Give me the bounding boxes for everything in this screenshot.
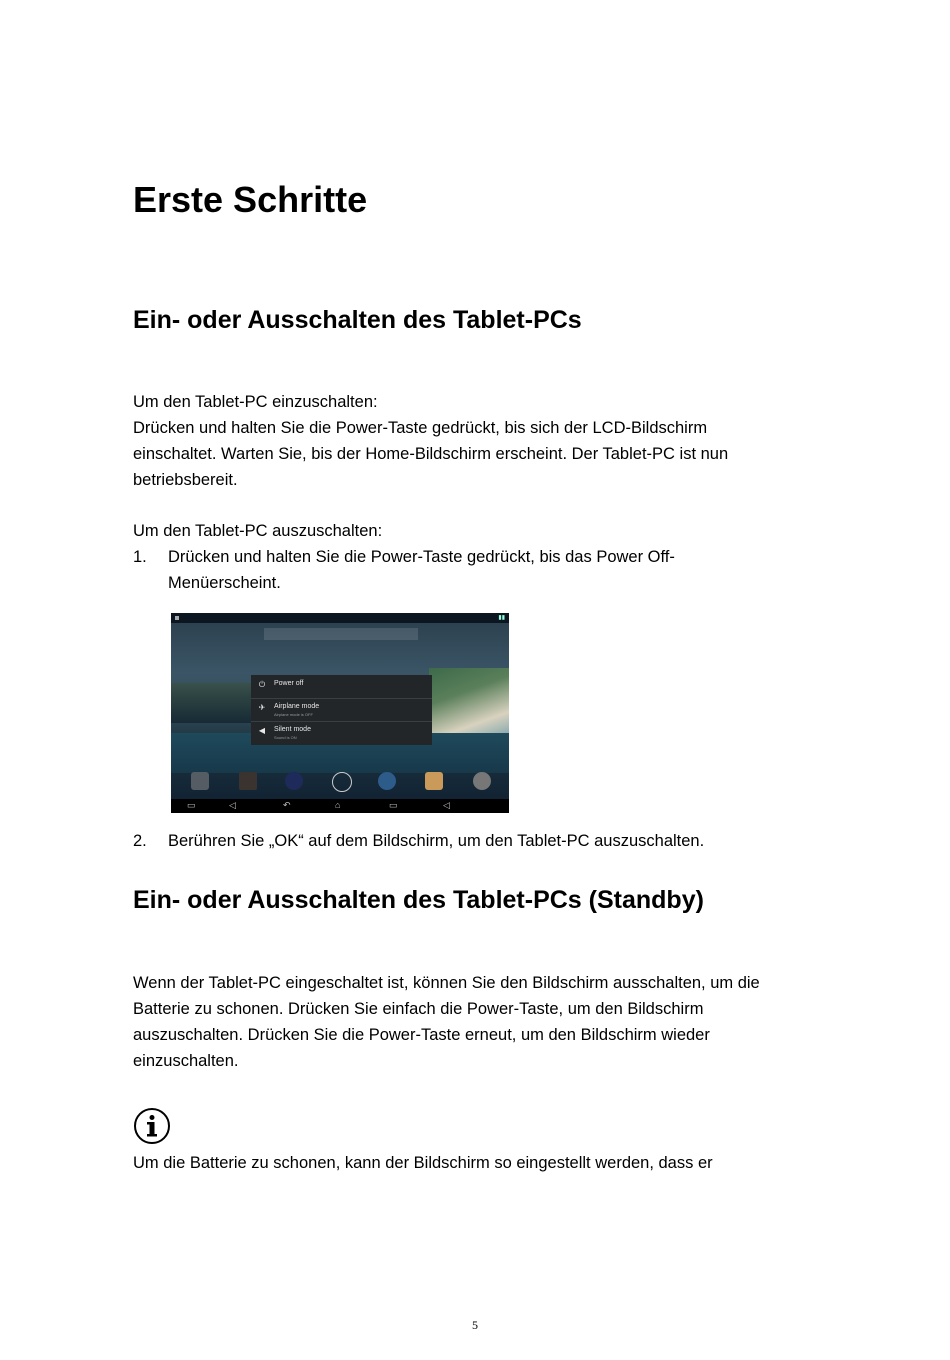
- menu-item-power-off: [251, 675, 432, 699]
- menu-item-silent-mode: [251, 721, 432, 744]
- menu-item-airplane-mode: [251, 698, 432, 722]
- menu-item-label: Power off: [274, 680, 304, 687]
- power-on-line: betriebsbereit.: [133, 471, 238, 489]
- app-drawer-icon: [332, 772, 352, 792]
- note-text: Um die Batterie zu schonen, kann der Bildschirm so eingestellt werden, dass er: [133, 1154, 713, 1172]
- video-app-icon: [239, 772, 257, 790]
- gallery-app-icon: [425, 772, 443, 790]
- page-title: Erste Schritte: [133, 179, 368, 220]
- power-on-paragraph: [133, 389, 813, 493]
- search-bar: [264, 628, 418, 640]
- speaker-icon: ◀: [258, 726, 266, 735]
- airplane-icon: ✈: [258, 703, 266, 712]
- screenshot-icon: ▭: [187, 800, 196, 810]
- browser-app-icon: [378, 772, 396, 790]
- power-on-line: einschaltet. Warten Sie, bis der Home-Bildschirm erscheint. Der Tablet-PC ist nun: [133, 445, 729, 463]
- camera-app-icon: [191, 772, 209, 790]
- step-line: Menüerscheint.: [168, 574, 281, 592]
- standby-line: einzuschalten.: [133, 1052, 239, 1070]
- step-number: 1.: [133, 548, 147, 566]
- step-2-text: Berühren Sie „OK“ auf dem Bildschirm, um den Tablet-PC auszuschalten.: [168, 832, 705, 850]
- step-1-text: [168, 544, 808, 596]
- menu-item-sublabel: Airplane mode is OFF: [274, 712, 313, 717]
- power-off-menu-screenshot: [171, 613, 509, 813]
- battery-clock-icon: ▮▮: [498, 615, 505, 621]
- home-icon: ⌂: [335, 800, 341, 810]
- volume-up-icon: ◁: [443, 800, 450, 810]
- settings-app-icon: [473, 772, 491, 790]
- step-number: 2.: [133, 832, 147, 850]
- info-icon: [133, 1107, 171, 1145]
- standby-line: auszuschalten. Drücken Sie die Power-Taste erneut, um den Bildschirm wieder: [133, 1026, 710, 1044]
- step-line: Drücken und halten Sie die Power-Taste gedrückt, bis das Power Off-: [168, 548, 675, 566]
- navigation-bar: [171, 799, 509, 813]
- notification-icon: [175, 616, 179, 620]
- status-bar: [171, 613, 509, 623]
- volume-down-icon: ◁: [229, 800, 236, 810]
- island-scenery: [171, 683, 251, 723]
- music-app-icon: [285, 772, 303, 790]
- power-off-intro: Um den Tablet-PC auszuschalten:: [133, 522, 383, 540]
- page-number: 5: [472, 1318, 478, 1332]
- power-on-intro: Um den Tablet-PC einzuschalten:: [133, 393, 378, 411]
- standby-paragraph: [133, 970, 813, 1074]
- menu-item-sublabel: Sound is ON: [274, 735, 297, 740]
- power-icon: ⏻: [258, 680, 266, 689]
- menu-item-label: Silent mode: [274, 726, 311, 733]
- standby-line: Wenn der Tablet-PC eingeschaltet ist, können Sie den Bildschirm ausschalten, um die: [133, 974, 760, 992]
- section-heading-standby: Ein- oder Ausschalten des Tablet-PCs (Standby): [133, 886, 704, 914]
- menu-item-label: Airplane mode: [274, 703, 320, 710]
- power-menu: [251, 675, 432, 745]
- standby-line: Batterie zu schonen. Drücken Sie einfach die Power-Taste, um den Bildschirm: [133, 1000, 704, 1018]
- power-on-line: Drücken und halten Sie die Power-Taste gedrückt, bis sich der LCD-Bildschirm: [133, 419, 708, 437]
- beach-scenery: [429, 668, 509, 743]
- section-heading-power: Ein- oder Ausschalten des Tablet-PCs: [133, 306, 582, 334]
- app-dock: [171, 768, 509, 798]
- back-icon: ↶: [283, 800, 291, 810]
- recent-apps-icon: ▭: [389, 800, 398, 810]
